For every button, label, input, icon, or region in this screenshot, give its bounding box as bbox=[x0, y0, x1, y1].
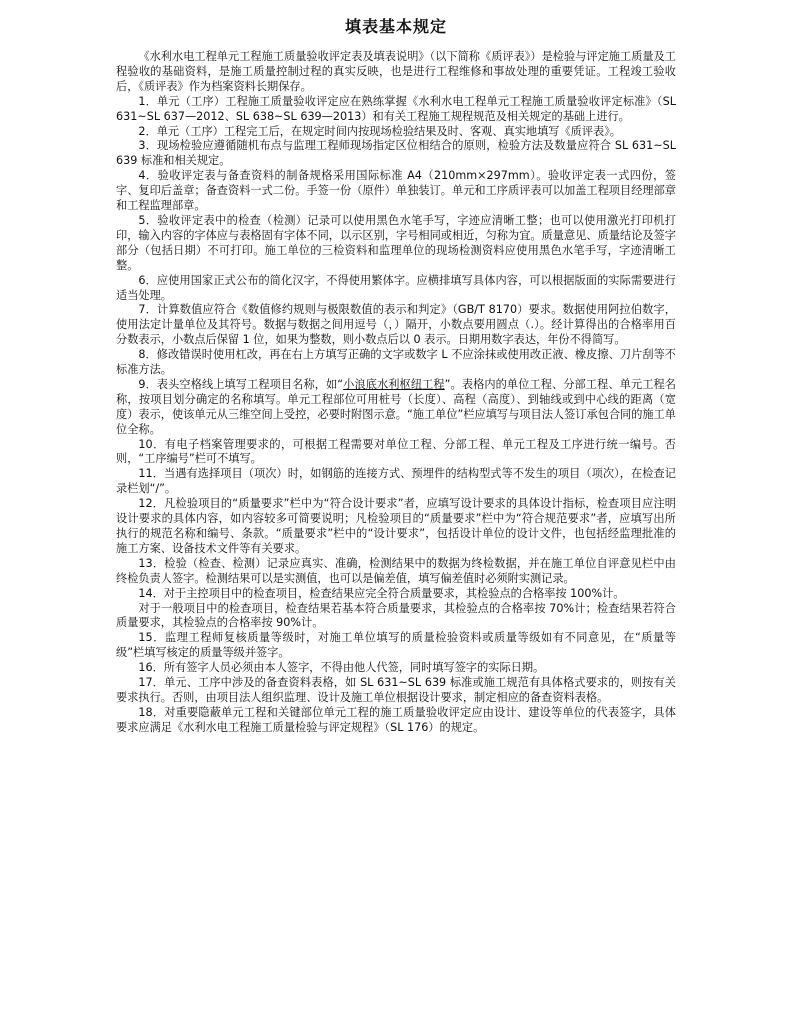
rule-item-3: 3．现场检验应遵循随机布点与监理工程师现场指定区位相结合的原则，检验方法及数量应符合 SL 631~SL 639 标准和相关规定。 bbox=[116, 139, 676, 168]
rule-item-17: 17．单元、工序中涉及的备查资料表格，如 SL 631~SL 639 标准或施工规范有具体格式要求的，则按有关要求执行。否则，由项目法人组织监理、设计及施工单位根据设计要求，制定相应的备查资料表格。 bbox=[116, 676, 676, 704]
rule-item-12: 12．凡检验项目的“质量要求”栏中为“符合设计要求”者，应填写设计要求的具体设计指标，检查项目应注明设计要求的具体内容，如内容较多可简要说明；凡检验项目的“质量要求”栏中为“符合规范要求”者，应填写出所执行的规范名称和编号、条款。“质量要求”栏中的“设计要求”，包括设计单位的设计文件，也包括经监理批准的施工方案、设备技术文件等有关要求。 bbox=[116, 497, 676, 555]
page-title: 填表基本规定 bbox=[344, 17, 447, 36]
rule-item-9 bbox=[116, 378, 676, 438]
intro-paragraph: 《水利水电工程单元工程施工质量验收评定表及填表说明》（以下简称《质评表》）是检验与评定施工质量及工程验收的基础资料，是施工质量控制过程的真实反映，也是进行工程维修和事故处理的重要凭证。工程竣工验收后，《质评表》作为档案资料长期保存。 bbox=[116, 50, 676, 93]
project-name-example: 小浪底水利枢纽工程 bbox=[343, 377, 445, 391]
rule-item-7: 7．计算数值应符合《数值修约规则与极限数值的表示和判定》（GB/T 8170）要求。数据使用阿拉伯数字，使用法定计量单位及其符号。数据与数据之间用逗号（，）隔开，小数点要用圆点（.）。经计算得出的合格率用百分数表示，小数点后保留 1 位，如果为整数，则小数点后以 0 表示。日期用数字表达，年份不得简写。 bbox=[116, 303, 676, 347]
rule-item-1: 1．单元（工序）工程施工质量验收评定应在熟练掌握《水利水电工程单元工程施工质量验收评定标准》（SL 631~SL 637—2012、SL 638~SL 639—2013）和有关工程施工规程规范及相关规定的基础上进行。 bbox=[116, 94, 676, 123]
rule-item-15: 15．监理工程师复核质量等级时，对施工单位填写的质量检验资料或质量等级如有不同意见，在“质量等级”栏填写核定的质量等级并签字。 bbox=[116, 631, 676, 660]
rule-item-2: 2．单元（工序）工程完工后，在规定时间内按现场检验结果及时、客观、真实地填写《质评表》。 bbox=[138, 124, 621, 138]
rule-item-13: 13．检验（检查、检测）记录应真实、准确，检测结果中的数据为终检数据，并在施工单位自评意见栏中由终检负责人签字。检测结果可以是实测值，也可以是偏差值，填写偏差值时必须附实测记录。 bbox=[116, 556, 676, 585]
document-page bbox=[116, 14, 676, 736]
rule-item-8: 8．修改错误时使用杠改，再在右上方填写正确的文字或数字 L 不应涂抹或使用改正液、橡皮擦、刀片刮等不标准方法。 bbox=[116, 348, 676, 377]
rule-item-9-rest: ”。表格内的单位工程、分部工程、单元工程名称，按项目划分确定的名称填写。单元工程部位可用桩号（长度）、高程（高度）、到轴线或到中心线的距离（宽度）表示，使该单元从三维空间上受控，必要时附图示意。“施工单位”栏应填写与项目法人签订承包合同的施工单位全称。 bbox=[116, 377, 676, 436]
rule-item-18: 18．对重要隐蔽单元工程和关键部位单元工程的施工质量验收评定应由设计、建设等单位的代表签字，具体要求应满足《水利水电工程施工质量检验与评定规程》（SL 176）的规定。 bbox=[116, 705, 676, 734]
rule-item-16: 16．所有签字人员必须由本人签字，不得由他人代签，同时填写签字的实际日期。 bbox=[138, 661, 545, 675]
rule-item-4: 4．验收评定表与备查资料的制备规格采用国际标准 A4（210mm×297mm）。验收评定表一式四份，签字、复印后盖章；备查资料一式二份。手签一份（原件）单独装订。单元和工序质评表可以加盖工程项目经理部章和工程监理部章。 bbox=[116, 169, 676, 213]
rule-item-11: 11．当遇有选择项目（项次）时，如钢筋的连接方式、预埋件的结构型式等不发生的项目（项次），在检查记录栏划“/”。 bbox=[116, 467, 676, 496]
rule-item-5: 5．验收评定表中的检查（检测）记录可以使用黑色水笔手写，字迹应清晰工整；也可以使用激光打印机打印，输入内容的字体应与表格固有字体不同，以示区别，字号相同或相近，匀称为宜。质量意见、质量结论及签字部分（包括日期）不可打印。施工单位的三检资料和监理单位的现场检测资料应使用黑色水笔手写，字迹清晰工整。 bbox=[116, 213, 676, 272]
rule-item-14-general: 对于一般项目中的检查项目，检查结果若基本符合质量要求，其检验点的合格率按 70%计；检查结果若符合质量要求，其检验点的合格率按 90%计。 bbox=[116, 601, 676, 630]
rule-item-10: 10．有电子档案管理要求的，可根据工程需要对单位工程、分部工程、单元工程及工序进行统一编号。否则，“工序编号”栏可不填写。 bbox=[116, 437, 676, 466]
rule-item-14: 14．对于主控项目中的检查项目，检查结果应完全符合质量要求，其检验点的合格率按 100%计。 bbox=[138, 586, 625, 600]
rule-item-9-lead: 9．表头空格线上填写工程项目名称，如“ bbox=[138, 377, 344, 391]
rule-item-6: 6．应使用国家正式公布的简化汉字，不得使用繁体字。应横排填写具体内容，可以根据版面的实际需要进行适当处理。 bbox=[116, 273, 676, 302]
